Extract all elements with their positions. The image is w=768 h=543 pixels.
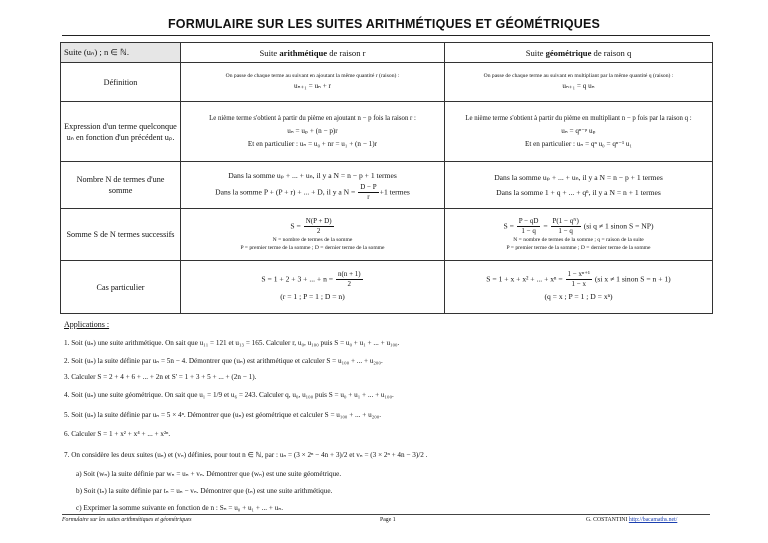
table-row [61, 261, 713, 314]
arith-count: Dans la somme uₚ + ... + uₙ, il y a N = n − p + 1 termes Dans la somme P + (P + r) + ... + D, il y a N = $\frac{D - P}{r}$ +1 termes [181, 162, 445, 209]
author-name: G. COSTANTINI [586, 517, 628, 523]
table-row [61, 209, 713, 261]
footer-page: Page 1 [380, 517, 396, 523]
geo-special: S = 1 + x + x² + ... + xⁿ = $\frac{\text{1 − xⁿ⁺¹}}{1 - x}$ (si x ≠ 1 sinon S = n + 1) (q = x ; P = 1 ; D = xⁿ) [445, 261, 713, 314]
table-header-row [61, 43, 713, 63]
list-item: 3. Calculer S = 2 + 4 + 6 + ... + 2n et S' = 1 + 3 + 5 + ... + (2n − 1). [64, 373, 257, 381]
row-label-expression: Expression d'un terme quelconque uₙ en fonction d'un précédent uₚ. [61, 102, 181, 162]
header-arithmetic: Suite arithmétique de raison r [181, 43, 445, 63]
formula-table [60, 42, 713, 314]
arith-expression: Le nième terme s'obtient à partir du pième en ajoutant n − p fois la raison r : uₙ = uₚ + (n − p)r Et en particulier : uₙ = u₀ + nr = u₁ + (n − 1)r [181, 102, 445, 162]
geo-count: Dans la somme uₚ + ... + uₙ, il y a N = n − p + 1 termes Dans la somme 1 + q + ... + qⁿ, il y a N = n + 1 termes [445, 162, 713, 209]
footer-left: Formulaire sur les suites arithmétiques et géométriques [62, 517, 192, 523]
list-item: b) Soit (tₙ) la suite définie par tₙ = uₙ − vₙ. Démontrer que (tₙ) est une suite arithmétique. [76, 487, 333, 495]
row-label-definition: Définition [61, 63, 181, 102]
list-item: a) Soit (wₙ) la suite définie par wₙ = uₙ + vₙ. Démontrer que (wₙ) est une suite géométrique. [76, 470, 342, 478]
geo-sum: S = $\frac{P - qD}{1 - q}$ = $\frac{\text{P(1 − qᴺ)}}{1 - q}$ (si q ≠ 1 sinon S = NP) N = nombre de termes de la somme ; q = raison de la suite P = premier terme de la somme ; D = dernier terme de la somme [445, 209, 713, 261]
list-item: 4. Soit (uₙ) une suite géométrique. On sait que u₁ = 1/9 et u₆ = 243. Calculer q, u₀, u₁₀₀ puis S = u₀ + u₁ + ... + u₁₀₀. [64, 391, 394, 399]
table-row [61, 102, 713, 162]
list-item: 6. Calculer S = 1 + x² + x⁴ + ... + x²ⁿ. [64, 430, 171, 438]
geo-definition: On passe de chaque terme au suivant en multipliant par la même quantité q (raison) : uₙ₊₁ = q uₙ [445, 63, 713, 102]
list-item: 2. Soit (uₙ) la suite définie par uₙ = 5n − 4. Démontrer que (uₙ) est arithmétique et calculer S = u₁₀₀ + ... + u₂₀₀. [64, 357, 383, 365]
list-item: c) Exprimer la somme suivante en fonction de n : Sₙ = u₀ + u₁ + ... + uₙ. [76, 504, 284, 512]
applications-heading: Applications : [64, 320, 110, 329]
geo-expression: Le nième terme s'obtient à partir du pième en multipliant n − p fois par la raison q : uₙ = qⁿ⁻ᵖ uₚ Et en particulier : uₙ = qⁿ u₀ = qⁿ⁻¹ u₁ [445, 102, 713, 162]
website-link[interactable]: http://bacamaths.net/ [628, 517, 678, 523]
list-item: 7. On considère les deux suites (uₙ) et (vₙ) définies, pour tout n ∈ ℕ, par : uₙ = (3 × 2ⁿ − 4n + 3)/2 et vₙ = (3 × 2ⁿ + 4n − 3)/2 . [64, 451, 428, 459]
table-row [61, 162, 713, 209]
header-geometric: Suite géométrique de raison q [445, 43, 713, 63]
table-row [61, 63, 713, 102]
arith-sum: S = $\frac{N(P + D)}{2}$ N = nombre de termes de la somme P = premier terme de la somme ; D = dernier terme de la somme [181, 209, 445, 261]
header-sequence: Suite (uₙ) ; n ∈ ℕ. [61, 43, 181, 63]
arith-special: S = 1 + 2 + 3 + ... + n = $\frac{n(n + 1)}{2}$ (r = 1 ; P = 1 ; D = n) [181, 261, 445, 314]
arith-definition: On passe de chaque terme au suivant en ajoutant la même quantité r (raison) : uₙ₊₁ = uₙ + r [181, 63, 445, 102]
page-title: FORMULAIRE SUR LES SUITES ARITHMÉTIQUES ET GÉOMÉTRIQUES [167, 17, 601, 31]
list-item: 5. Soit (uₙ) la suite définie par uₙ = 5 × 4ⁿ. Démontrer que (uₙ) est géométrique et calculer S = u₁₀₀ + ... + u₂₀₀. [64, 411, 382, 419]
footer-author [586, 517, 677, 523]
row-label-sum: Somme S de N termes successifs [61, 209, 181, 261]
list-item: 1. Soit (uₙ) une suite arithmétique. On sait que u₁₁ = 121 et u₁₃ = 165. Calculer r, u₀, u₁₀₀ puis S = u₀ + u₁ + ... + u₁₀₀. [64, 339, 400, 347]
title-rule [62, 35, 710, 36]
footer-rule [62, 514, 710, 515]
row-label-special: Cas particulier [61, 261, 181, 314]
row-label-count: Nombre N de termes d'une somme [61, 162, 181, 209]
